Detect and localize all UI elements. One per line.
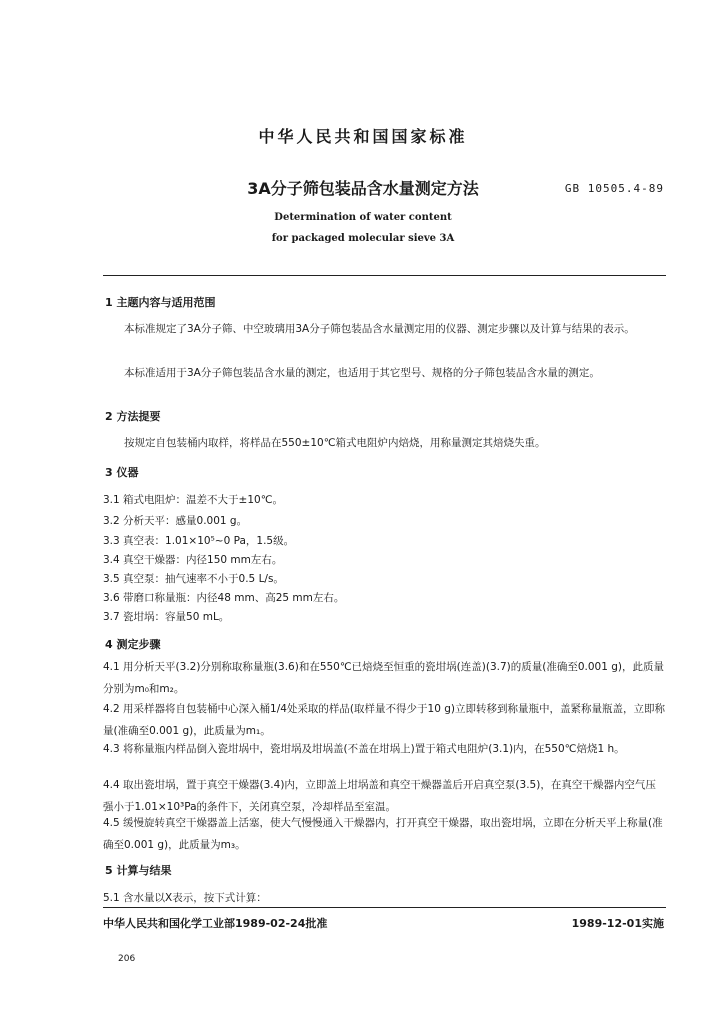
approval-note: 中华人民共和国化学工业部1989-02-24批准 <box>103 917 328 930</box>
national-standard-heading: 中华人民共和国国家标准 <box>258 127 468 146</box>
step-4-5: 4.5 缓慢旋转真空干燥器盖上活塞，使大气慢慢通入干燥器内，打开真空干燥器，取出瓷坩埚，立即在分析天平上称量(准确至0.001 g)，此质量为m₃。 <box>103 817 663 851</box>
instrument-item: 3.2 分析天平：感量0.001 g。 <box>103 515 248 527</box>
instrument-item: 3.6 带磨口称量瓶：内径48 mm、高25 mm左右。 <box>103 592 345 604</box>
section-3-heading: 3 仪器 <box>105 466 139 479</box>
instrument-item: 3.4 真空干燥器：内径150 mm左右。 <box>103 554 283 566</box>
section-1-paragraph-2: 本标准适用于3A分子筛包装品含水量的测定，也适用于其它型号、规格的分子筛包装品含水量的测定。 <box>124 367 600 379</box>
step-4-1: 4.1 用分析天平(3.2)分别称取称量瓶(3.6)和在550℃已焙烧至恒重的瓷坩埚(连盖)(3.7)的质量(准确至0.001 g)，此质量分别为m₀和m₂。 <box>103 661 664 695</box>
section-2-heading: 2 方法提要 <box>105 410 161 423</box>
instrument-item: 3.3 真空表：1.01×10⁵~0 Pa，1.5级。 <box>103 535 295 547</box>
instrument-item: 3.1 箱式电阻炉：温差不大于±10℃。 <box>103 494 283 506</box>
english-title-line-1: Determination of water content <box>274 212 452 223</box>
standard-number: GB 10505.4-89 <box>564 182 664 195</box>
clause-5-1: 5.1 含水量以X表示，按下式计算： <box>103 892 267 904</box>
section-2-paragraph: 按规定自包装桶内取样，将样品在550±10℃箱式电阻炉内焙烧，用称量测定其焙烧失重。 <box>124 437 546 449</box>
section-4-heading: 4 测定步骤 <box>105 638 161 651</box>
header-divider <box>103 275 666 276</box>
document-title: 3A分子筛包装品含水量测定方法 <box>247 179 479 198</box>
section-5-heading: 5 计算与结果 <box>105 864 172 877</box>
implementation-date: 1989-12-01实施 <box>571 917 664 930</box>
step-4-2: 4.2 用采样器将自包装桶中心深入桶1/4处采取的样品(取样量不得少于10 g)立即转移到称量瓶中，盖紧称量瓶盖，立即称量(准确至0.001 g)，此质量为m₁。 <box>103 703 665 737</box>
footer-divider <box>103 907 666 908</box>
step-4-3: 4.3 将称量瓶内样品倒入瓷坩埚中，瓷坩埚及坩埚盖(不盖在坩埚上)置于箱式电阻炉(3.1)内，在550℃焙烧1 h。 <box>103 743 625 755</box>
page-number: 206 <box>118 954 136 964</box>
step-4-4: 4.4 取出瓷坩埚，置于真空干燥器(3.4)内，立即盖上坩埚盖和真空干燥器盖后开启真空泵(3.5)，在真空干燥器内空气压强小于1.01×10³Pa的条件下，关闭真空泵，冷却样品至室温。 <box>103 779 656 813</box>
section-1-paragraph-1: 本标准规定了3A分子筛、中空玻璃用3A分子筛包装品含水量测定用的仪器、测定步骤以及计算与结果的表示。 <box>124 323 635 335</box>
section-1-heading: 1 主题内容与适用范围 <box>105 296 216 309</box>
english-title-line-2: for packaged molecular sieve 3A <box>271 233 455 244</box>
instrument-item: 3.5 真空泵：抽气速率不小于0.5 L/s。 <box>103 573 284 585</box>
instrument-item: 3.7 瓷坩埚：容量50 mL。 <box>103 611 230 623</box>
